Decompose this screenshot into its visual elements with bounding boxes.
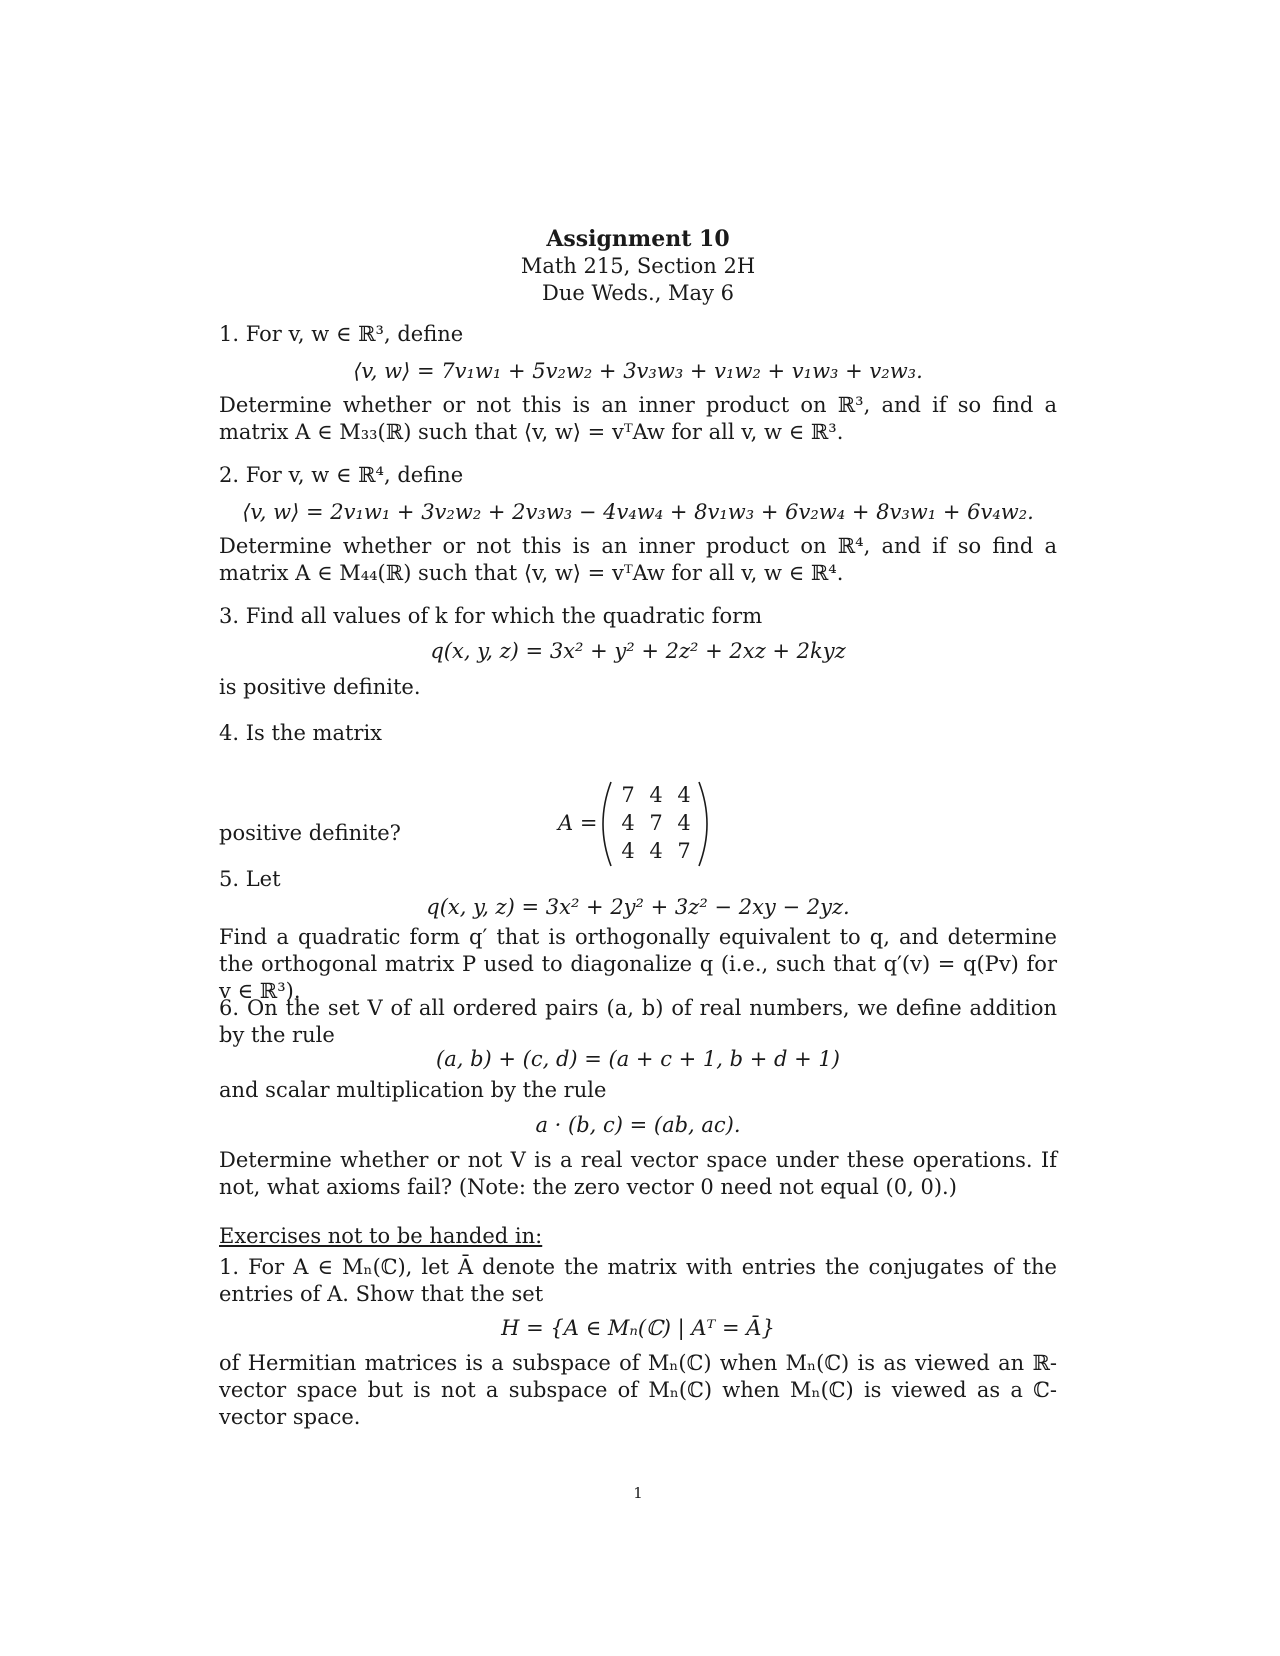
matrix-cell: 7: [649, 811, 663, 835]
matrix-label: A =: [558, 811, 598, 835]
problem-6-intro: [219, 995, 1057, 1049]
problem-4-intro-text: Is the matrix: [245, 721, 383, 745]
problem-3-equation: q(x, y, z) = 3x² + y² + 2z² + 2xz + 2kyz: [430, 639, 846, 663]
problem-6-mid: and scalar multiplication by the rule: [219, 1078, 607, 1102]
title-block: [219, 226, 1057, 307]
problem-1-intro: [219, 321, 1057, 348]
matrix-row: [615, 782, 697, 809]
problem-1-body: Determine whether or not this is an inner product on ℝ³, and if so find a matrix A ∈ M₃₃(ℝ) such that ⟨v, w⟩ = vᵀAw for all v, w ∈ ℝ³.: [219, 393, 1057, 444]
problem-1-equation: ⟨v, w⟩ = 7v₁w₁ + 5v₂w₂ + 3v₃w₃ + v₁w₂ + v₁w₃ + v₂w₃.: [353, 359, 923, 383]
problem-5-number: 5.: [219, 867, 240, 891]
problem-6-addition-rule: (a, b) + (c, d) = (a + c + 1, b + d + 1): [436, 1047, 840, 1071]
matrix-cell: 4: [649, 839, 663, 863]
problem-6-body: Determine whether or not V is a real vector space under these operations. If not, what axioms fail? (Note: the zero vector 0 need not equal (0, 0).): [219, 1148, 1057, 1199]
problem-6-scalar-rule: a · (b, c) = (ab, ac).: [535, 1113, 741, 1137]
problem-4-intro: [219, 720, 1057, 747]
problem-2-equation: ⟨v, w⟩ = 2v₁w₁ + 3v₂w₂ + 2v₃w₃ − 4v₄w₄ + 8v₁w₃ + 6v₂w₄ + 8v₃w₁ + 6v₄w₂.: [242, 500, 1034, 524]
problem-3-outro: is positive definite.: [219, 675, 421, 699]
matrix-cell: 4: [621, 839, 635, 863]
extra-1-number: 1.: [219, 1255, 240, 1279]
problem-3-number: 3.: [219, 604, 240, 628]
matrix-cell: 4: [677, 783, 691, 807]
problem-5-body: Find a quadratic form q′ that is orthogonally equivalent to q, and determine the orthogonal matrix P used to diagonalize q (i.e., such that q′(v) = q(Pv) for v ∈ ℝ³).: [219, 925, 1057, 1003]
problem-4-number: 4.: [219, 721, 240, 745]
problem-5-intro-text: Let: [245, 867, 281, 891]
problem-3-intro-text: Find all values of k for which the quadratic form: [245, 604, 763, 628]
problem-2-body: Determine whether or not this is an inner product on ℝ⁴, and if so find a matrix A ∈ M₄₄(ℝ) such that ⟨v, w⟩ = vᵀAw for all v, w ∈ ℝ⁴.: [219, 534, 1057, 585]
extra-1-intro-text: For A ∈ Mₙ(ℂ), let Ā denote the matrix with entries the conjugates of the entries of A. Show that the set: [219, 1255, 1057, 1306]
problem-5-intro: [219, 866, 1057, 893]
problem-6-intro-text: On the set V of all ordered pairs (a, b) of real numbers, we define addition by the rule: [219, 996, 1057, 1047]
problem-5-equation: q(x, y, z) = 3x² + 2y² + 3z² − 2xy − 2yz.: [426, 895, 850, 919]
problem-4-outro: positive definite?: [219, 821, 401, 845]
problem-2-intro-text: For v, w ∈ ℝ⁴, define: [245, 463, 464, 487]
extra-1-intro: [219, 1254, 1057, 1308]
problem-6-number: 6.: [219, 996, 240, 1020]
problem-1-number: 1.: [219, 322, 240, 346]
matrix-cell: 7: [621, 783, 635, 807]
matrix-cell: 4: [677, 811, 691, 835]
matrix-cell: 4: [621, 811, 635, 835]
course-line: Math 215, Section 2H: [520, 254, 756, 278]
due-date: Due Weds., May 6: [542, 281, 734, 305]
matrix-cell: 7: [677, 839, 691, 863]
problem-3-intro: [219, 603, 1057, 630]
problem-2-number: 2.: [219, 463, 240, 487]
extra-1-equation: H = {A ∈ Mₙ(ℂ) | Aᵀ = Ā}: [501, 1316, 775, 1340]
assignment-title: Assignment 10: [546, 226, 730, 252]
matrix-cell: 4: [649, 783, 663, 807]
problem-2-intro: [219, 462, 1057, 489]
page-number: 1: [633, 1484, 643, 1502]
extra-1-body: of Hermitian matrices is a subspace of Mₙ(ℂ) when Mₙ(ℂ) is as viewed an ℝ-vector space but is not a subspace of Mₙ(ℂ) when Mₙ(ℂ) is viewed as a ℂ-vector space.: [219, 1351, 1057, 1429]
problem-1-intro-text: For v, w ∈ ℝ³, define: [245, 322, 464, 346]
extra-exercises-heading: Exercises not to be handed in:: [219, 1224, 543, 1248]
